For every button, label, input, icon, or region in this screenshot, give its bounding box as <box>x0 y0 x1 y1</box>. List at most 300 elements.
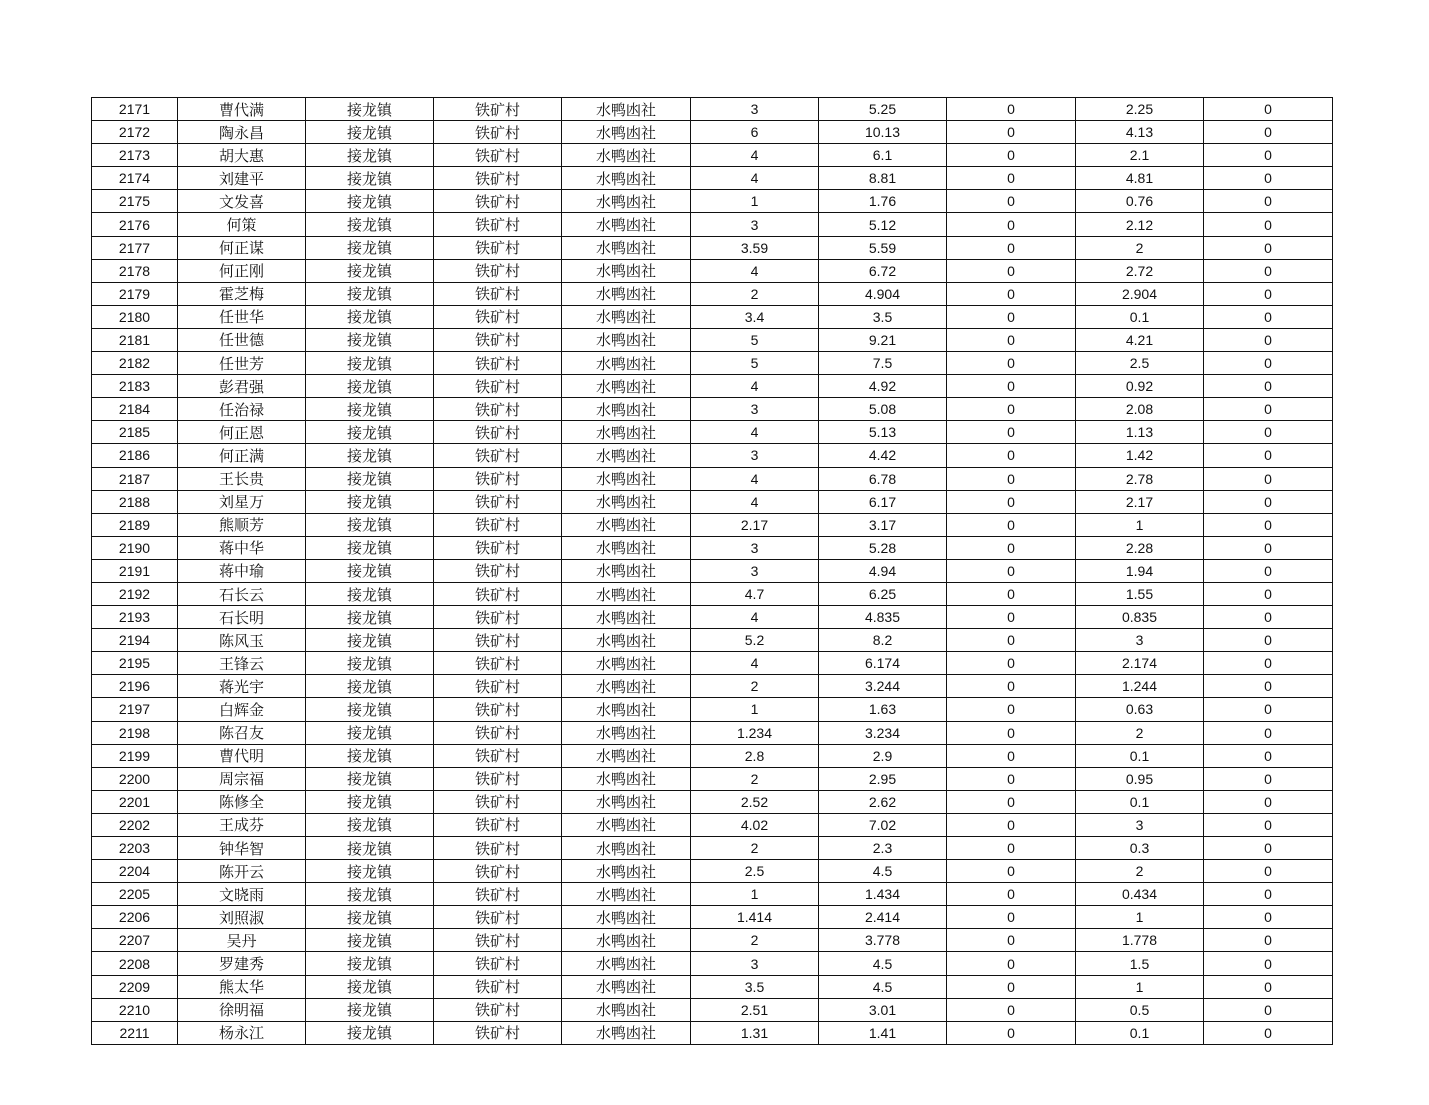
name-cell: 任世芳 <box>178 352 306 375</box>
village-cell: 铁矿村 <box>434 559 562 582</box>
value-e-cell: 0 <box>1204 998 1333 1021</box>
town-cell: 接龙镇 <box>306 1021 434 1044</box>
value-b-cell: 2.414 <box>819 906 947 929</box>
row-id-cell: 2174 <box>92 167 178 190</box>
value-b-cell: 4.5 <box>819 952 947 975</box>
value-b-cell: 1.63 <box>819 698 947 721</box>
value-d-cell: 1.55 <box>1076 582 1204 605</box>
value-a-cell: 1.31 <box>691 1021 819 1044</box>
value-d-cell: 3 <box>1076 813 1204 836</box>
table-body <box>92 98 1333 1045</box>
town-cell: 接龙镇 <box>306 906 434 929</box>
value-b-cell: 4.94 <box>819 559 947 582</box>
row-id-cell: 2194 <box>92 629 178 652</box>
table-row <box>92 767 1333 790</box>
row-id-cell: 2192 <box>92 582 178 605</box>
table-row <box>92 837 1333 860</box>
group-cell: 水鸭凼社 <box>562 121 691 144</box>
value-a-cell: 4 <box>691 259 819 282</box>
value-a-cell: 4 <box>691 467 819 490</box>
table-row <box>92 190 1333 213</box>
value-b-cell: 8.81 <box>819 167 947 190</box>
village-cell: 铁矿村 <box>434 883 562 906</box>
value-b-cell: 7.5 <box>819 352 947 375</box>
group-cell: 水鸭凼社 <box>562 698 691 721</box>
name-cell: 杨永江 <box>178 1021 306 1044</box>
village-cell: 铁矿村 <box>434 513 562 536</box>
value-e-cell: 0 <box>1204 352 1333 375</box>
value-a-cell: 4.02 <box>691 813 819 836</box>
value-c-cell: 0 <box>947 952 1076 975</box>
table-row <box>92 444 1333 467</box>
town-cell: 接龙镇 <box>306 952 434 975</box>
value-a-cell: 2.5 <box>691 860 819 883</box>
value-a-cell: 3 <box>691 444 819 467</box>
town-cell: 接龙镇 <box>306 998 434 1021</box>
value-a-cell: 3 <box>691 213 819 236</box>
value-e-cell: 0 <box>1204 813 1333 836</box>
name-cell: 罗建秀 <box>178 952 306 975</box>
value-e-cell: 0 <box>1204 1021 1333 1044</box>
row-id-cell: 2180 <box>92 305 178 328</box>
group-cell: 水鸭凼社 <box>562 998 691 1021</box>
row-id-cell: 2208 <box>92 952 178 975</box>
name-cell: 何正刚 <box>178 259 306 282</box>
value-b-cell: 1.76 <box>819 190 947 213</box>
value-e-cell: 0 <box>1204 421 1333 444</box>
table-row <box>92 906 1333 929</box>
value-c-cell: 0 <box>947 1021 1076 1044</box>
value-c-cell: 0 <box>947 282 1076 305</box>
group-cell: 水鸭凼社 <box>562 98 691 121</box>
value-a-cell: 1 <box>691 698 819 721</box>
value-c-cell: 0 <box>947 490 1076 513</box>
group-cell: 水鸭凼社 <box>562 398 691 421</box>
group-cell: 水鸭凼社 <box>562 629 691 652</box>
name-cell: 周宗福 <box>178 767 306 790</box>
village-cell: 铁矿村 <box>434 121 562 144</box>
value-a-cell: 4.7 <box>691 582 819 605</box>
table-row <box>92 98 1333 121</box>
table-row <box>92 490 1333 513</box>
value-d-cell: 2.08 <box>1076 398 1204 421</box>
value-d-cell: 0.1 <box>1076 790 1204 813</box>
table-row <box>92 536 1333 559</box>
value-b-cell: 5.13 <box>819 421 947 444</box>
value-e-cell: 0 <box>1204 467 1333 490</box>
data-table <box>91 97 1333 1045</box>
village-cell: 铁矿村 <box>434 629 562 652</box>
value-d-cell: 2.5 <box>1076 352 1204 375</box>
name-cell: 熊顺芳 <box>178 513 306 536</box>
row-id-cell: 2200 <box>92 767 178 790</box>
table-row <box>92 652 1333 675</box>
value-d-cell: 1.5 <box>1076 952 1204 975</box>
value-d-cell: 2 <box>1076 860 1204 883</box>
value-c-cell: 0 <box>947 675 1076 698</box>
village-cell: 铁矿村 <box>434 352 562 375</box>
value-d-cell: 0.95 <box>1076 767 1204 790</box>
value-e-cell: 0 <box>1204 144 1333 167</box>
name-cell: 曹代明 <box>178 744 306 767</box>
row-id-cell: 2186 <box>92 444 178 467</box>
value-d-cell: 2 <box>1076 236 1204 259</box>
value-e-cell: 0 <box>1204 259 1333 282</box>
value-d-cell: 0.835 <box>1076 606 1204 629</box>
village-cell: 铁矿村 <box>434 744 562 767</box>
value-d-cell: 1.244 <box>1076 675 1204 698</box>
village-cell: 铁矿村 <box>434 328 562 351</box>
name-cell: 陶永昌 <box>178 121 306 144</box>
table-row <box>92 582 1333 605</box>
village-cell: 铁矿村 <box>434 767 562 790</box>
value-a-cell: 5 <box>691 328 819 351</box>
value-a-cell: 4 <box>691 421 819 444</box>
value-d-cell: 2.1 <box>1076 144 1204 167</box>
group-cell: 水鸭凼社 <box>562 167 691 190</box>
group-cell: 水鸭凼社 <box>562 559 691 582</box>
table-row <box>92 952 1333 975</box>
name-cell: 何正满 <box>178 444 306 467</box>
town-cell: 接龙镇 <box>306 444 434 467</box>
town-cell: 接龙镇 <box>306 144 434 167</box>
value-a-cell: 2 <box>691 675 819 698</box>
name-cell: 陈开云 <box>178 860 306 883</box>
name-cell: 任治禄 <box>178 398 306 421</box>
group-cell: 水鸭凼社 <box>562 1021 691 1044</box>
value-a-cell: 3 <box>691 98 819 121</box>
table-row <box>92 1021 1333 1044</box>
value-e-cell: 0 <box>1204 698 1333 721</box>
value-c-cell: 0 <box>947 929 1076 952</box>
value-b-cell: 6.78 <box>819 467 947 490</box>
value-c-cell: 0 <box>947 698 1076 721</box>
table-row <box>92 167 1333 190</box>
village-cell: 铁矿村 <box>434 398 562 421</box>
value-b-cell: 6.72 <box>819 259 947 282</box>
village-cell: 铁矿村 <box>434 906 562 929</box>
table-row <box>92 629 1333 652</box>
table-row <box>92 398 1333 421</box>
value-e-cell: 0 <box>1204 444 1333 467</box>
value-d-cell: 2.28 <box>1076 536 1204 559</box>
value-e-cell: 0 <box>1204 721 1333 744</box>
town-cell: 接龙镇 <box>306 698 434 721</box>
town-cell: 接龙镇 <box>306 929 434 952</box>
value-b-cell: 2.3 <box>819 837 947 860</box>
row-id-cell: 2211 <box>92 1021 178 1044</box>
value-e-cell: 0 <box>1204 629 1333 652</box>
town-cell: 接龙镇 <box>306 282 434 305</box>
village-cell: 铁矿村 <box>434 860 562 883</box>
name-cell: 陈召友 <box>178 721 306 744</box>
town-cell: 接龙镇 <box>306 767 434 790</box>
value-a-cell: 4 <box>691 375 819 398</box>
value-b-cell: 9.21 <box>819 328 947 351</box>
table-row <box>92 144 1333 167</box>
value-c-cell: 0 <box>947 813 1076 836</box>
village-cell: 铁矿村 <box>434 582 562 605</box>
group-cell: 水鸭凼社 <box>562 536 691 559</box>
value-e-cell: 0 <box>1204 305 1333 328</box>
value-e-cell: 0 <box>1204 559 1333 582</box>
group-cell: 水鸭凼社 <box>562 144 691 167</box>
town-cell: 接龙镇 <box>306 652 434 675</box>
value-c-cell: 0 <box>947 375 1076 398</box>
row-id-cell: 2207 <box>92 929 178 952</box>
town-cell: 接龙镇 <box>306 259 434 282</box>
value-c-cell: 0 <box>947 259 1076 282</box>
value-b-cell: 5.12 <box>819 213 947 236</box>
value-e-cell: 0 <box>1204 975 1333 998</box>
value-e-cell: 0 <box>1204 652 1333 675</box>
group-cell: 水鸭凼社 <box>562 906 691 929</box>
village-cell: 铁矿村 <box>434 213 562 236</box>
value-d-cell: 2 <box>1076 721 1204 744</box>
value-c-cell: 0 <box>947 975 1076 998</box>
value-c-cell: 0 <box>947 236 1076 259</box>
value-c-cell: 0 <box>947 790 1076 813</box>
row-id-cell: 2209 <box>92 975 178 998</box>
value-c-cell: 0 <box>947 467 1076 490</box>
group-cell: 水鸭凼社 <box>562 606 691 629</box>
name-cell: 陈修全 <box>178 790 306 813</box>
value-a-cell: 5 <box>691 352 819 375</box>
row-id-cell: 2193 <box>92 606 178 629</box>
row-id-cell: 2199 <box>92 744 178 767</box>
value-a-cell: 2.17 <box>691 513 819 536</box>
value-b-cell: 1.434 <box>819 883 947 906</box>
table-row <box>92 929 1333 952</box>
value-c-cell: 0 <box>947 998 1076 1021</box>
value-e-cell: 0 <box>1204 582 1333 605</box>
group-cell: 水鸭凼社 <box>562 305 691 328</box>
value-c-cell: 0 <box>947 444 1076 467</box>
village-cell: 铁矿村 <box>434 698 562 721</box>
group-cell: 水鸭凼社 <box>562 513 691 536</box>
value-e-cell: 0 <box>1204 790 1333 813</box>
name-cell: 钟华智 <box>178 837 306 860</box>
village-cell: 铁矿村 <box>434 536 562 559</box>
group-cell: 水鸭凼社 <box>562 675 691 698</box>
name-cell: 文晓雨 <box>178 883 306 906</box>
name-cell: 王锋云 <box>178 652 306 675</box>
value-d-cell: 4.81 <box>1076 167 1204 190</box>
village-cell: 铁矿村 <box>434 975 562 998</box>
table-row <box>92 813 1333 836</box>
value-b-cell: 3.234 <box>819 721 947 744</box>
group-cell: 水鸭凼社 <box>562 975 691 998</box>
town-cell: 接龙镇 <box>306 883 434 906</box>
value-e-cell: 0 <box>1204 398 1333 421</box>
village-cell: 铁矿村 <box>434 652 562 675</box>
row-id-cell: 2203 <box>92 837 178 860</box>
name-cell: 文发喜 <box>178 190 306 213</box>
name-cell: 王成芬 <box>178 813 306 836</box>
row-id-cell: 2191 <box>92 559 178 582</box>
village-cell: 铁矿村 <box>434 98 562 121</box>
name-cell: 蒋光宇 <box>178 675 306 698</box>
value-c-cell: 0 <box>947 860 1076 883</box>
table-row <box>92 305 1333 328</box>
value-c-cell: 0 <box>947 513 1076 536</box>
town-cell: 接龙镇 <box>306 513 434 536</box>
value-c-cell: 0 <box>947 837 1076 860</box>
name-cell: 蒋中华 <box>178 536 306 559</box>
row-id-cell: 2187 <box>92 467 178 490</box>
row-id-cell: 2204 <box>92 860 178 883</box>
value-c-cell: 0 <box>947 167 1076 190</box>
town-cell: 接龙镇 <box>306 167 434 190</box>
village-cell: 铁矿村 <box>434 259 562 282</box>
name-cell: 何正恩 <box>178 421 306 444</box>
value-a-cell: 1.414 <box>691 906 819 929</box>
value-b-cell: 4.5 <box>819 860 947 883</box>
value-d-cell: 1.778 <box>1076 929 1204 952</box>
value-d-cell: 0.5 <box>1076 998 1204 1021</box>
value-e-cell: 0 <box>1204 860 1333 883</box>
value-e-cell: 0 <box>1204 121 1333 144</box>
table-row <box>92 860 1333 883</box>
table-row <box>92 744 1333 767</box>
group-cell: 水鸭凼社 <box>562 837 691 860</box>
table-row <box>92 352 1333 375</box>
value-d-cell: 3 <box>1076 629 1204 652</box>
village-cell: 铁矿村 <box>434 167 562 190</box>
town-cell: 接龙镇 <box>306 467 434 490</box>
value-e-cell: 0 <box>1204 490 1333 513</box>
value-a-cell: 5.2 <box>691 629 819 652</box>
value-c-cell: 0 <box>947 906 1076 929</box>
value-c-cell: 0 <box>947 767 1076 790</box>
value-c-cell: 0 <box>947 213 1076 236</box>
row-id-cell: 2188 <box>92 490 178 513</box>
value-b-cell: 5.25 <box>819 98 947 121</box>
table-row <box>92 559 1333 582</box>
row-id-cell: 2205 <box>92 883 178 906</box>
town-cell: 接龙镇 <box>306 352 434 375</box>
value-a-cell: 3.4 <box>691 305 819 328</box>
value-d-cell: 1 <box>1076 975 1204 998</box>
value-b-cell: 6.17 <box>819 490 947 513</box>
value-d-cell: 0.3 <box>1076 837 1204 860</box>
value-b-cell: 4.42 <box>819 444 947 467</box>
value-d-cell: 0.1 <box>1076 305 1204 328</box>
value-c-cell: 0 <box>947 352 1076 375</box>
group-cell: 水鸭凼社 <box>562 213 691 236</box>
row-id-cell: 2177 <box>92 236 178 259</box>
group-cell: 水鸭凼社 <box>562 190 691 213</box>
table-row <box>92 883 1333 906</box>
value-d-cell: 0.1 <box>1076 1021 1204 1044</box>
value-b-cell: 6.174 <box>819 652 947 675</box>
value-a-cell: 3.59 <box>691 236 819 259</box>
row-id-cell: 2173 <box>92 144 178 167</box>
town-cell: 接龙镇 <box>306 837 434 860</box>
name-cell: 胡大惠 <box>178 144 306 167</box>
table-row <box>92 675 1333 698</box>
name-cell: 蒋中瑜 <box>178 559 306 582</box>
name-cell: 任世德 <box>178 328 306 351</box>
town-cell: 接龙镇 <box>306 490 434 513</box>
value-a-cell: 2 <box>691 282 819 305</box>
town-cell: 接龙镇 <box>306 721 434 744</box>
town-cell: 接龙镇 <box>306 305 434 328</box>
value-a-cell: 4 <box>691 490 819 513</box>
town-cell: 接龙镇 <box>306 421 434 444</box>
row-id-cell: 2176 <box>92 213 178 236</box>
value-e-cell: 0 <box>1204 606 1333 629</box>
village-cell: 铁矿村 <box>434 998 562 1021</box>
value-e-cell: 0 <box>1204 952 1333 975</box>
row-id-cell: 2172 <box>92 121 178 144</box>
town-cell: 接龙镇 <box>306 328 434 351</box>
group-cell: 水鸭凼社 <box>562 282 691 305</box>
name-cell: 熊太华 <box>178 975 306 998</box>
town-cell: 接龙镇 <box>306 675 434 698</box>
value-b-cell: 3.5 <box>819 305 947 328</box>
town-cell: 接龙镇 <box>306 98 434 121</box>
village-cell: 铁矿村 <box>434 1021 562 1044</box>
value-e-cell: 0 <box>1204 883 1333 906</box>
name-cell: 何正谋 <box>178 236 306 259</box>
value-a-cell: 4 <box>691 606 819 629</box>
row-id-cell: 2210 <box>92 998 178 1021</box>
value-c-cell: 0 <box>947 652 1076 675</box>
value-c-cell: 0 <box>947 98 1076 121</box>
row-id-cell: 2185 <box>92 421 178 444</box>
value-b-cell: 2.95 <box>819 767 947 790</box>
value-a-cell: 2.52 <box>691 790 819 813</box>
value-e-cell: 0 <box>1204 906 1333 929</box>
town-cell: 接龙镇 <box>306 975 434 998</box>
value-d-cell: 0.76 <box>1076 190 1204 213</box>
value-c-cell: 0 <box>947 606 1076 629</box>
town-cell: 接龙镇 <box>306 744 434 767</box>
table-row <box>92 421 1333 444</box>
town-cell: 接龙镇 <box>306 213 434 236</box>
value-c-cell: 0 <box>947 305 1076 328</box>
group-cell: 水鸭凼社 <box>562 883 691 906</box>
group-cell: 水鸭凼社 <box>562 721 691 744</box>
village-cell: 铁矿村 <box>434 675 562 698</box>
table-row <box>92 606 1333 629</box>
value-c-cell: 0 <box>947 421 1076 444</box>
value-d-cell: 2.904 <box>1076 282 1204 305</box>
value-a-cell: 1 <box>691 190 819 213</box>
value-a-cell: 4 <box>691 167 819 190</box>
value-d-cell: 2.174 <box>1076 652 1204 675</box>
value-b-cell: 4.92 <box>819 375 947 398</box>
value-a-cell: 3.5 <box>691 975 819 998</box>
value-c-cell: 0 <box>947 190 1076 213</box>
value-c-cell: 0 <box>947 559 1076 582</box>
value-e-cell: 0 <box>1204 375 1333 398</box>
group-cell: 水鸭凼社 <box>562 744 691 767</box>
name-cell: 王长贵 <box>178 467 306 490</box>
value-b-cell: 3.244 <box>819 675 947 698</box>
village-cell: 铁矿村 <box>434 606 562 629</box>
table-row <box>92 975 1333 998</box>
row-id-cell: 2198 <box>92 721 178 744</box>
value-c-cell: 0 <box>947 398 1076 421</box>
value-a-cell: 3 <box>691 952 819 975</box>
name-cell: 曹代满 <box>178 98 306 121</box>
village-cell: 铁矿村 <box>434 305 562 328</box>
value-b-cell: 10.13 <box>819 121 947 144</box>
town-cell: 接龙镇 <box>306 559 434 582</box>
value-d-cell: 2.12 <box>1076 213 1204 236</box>
